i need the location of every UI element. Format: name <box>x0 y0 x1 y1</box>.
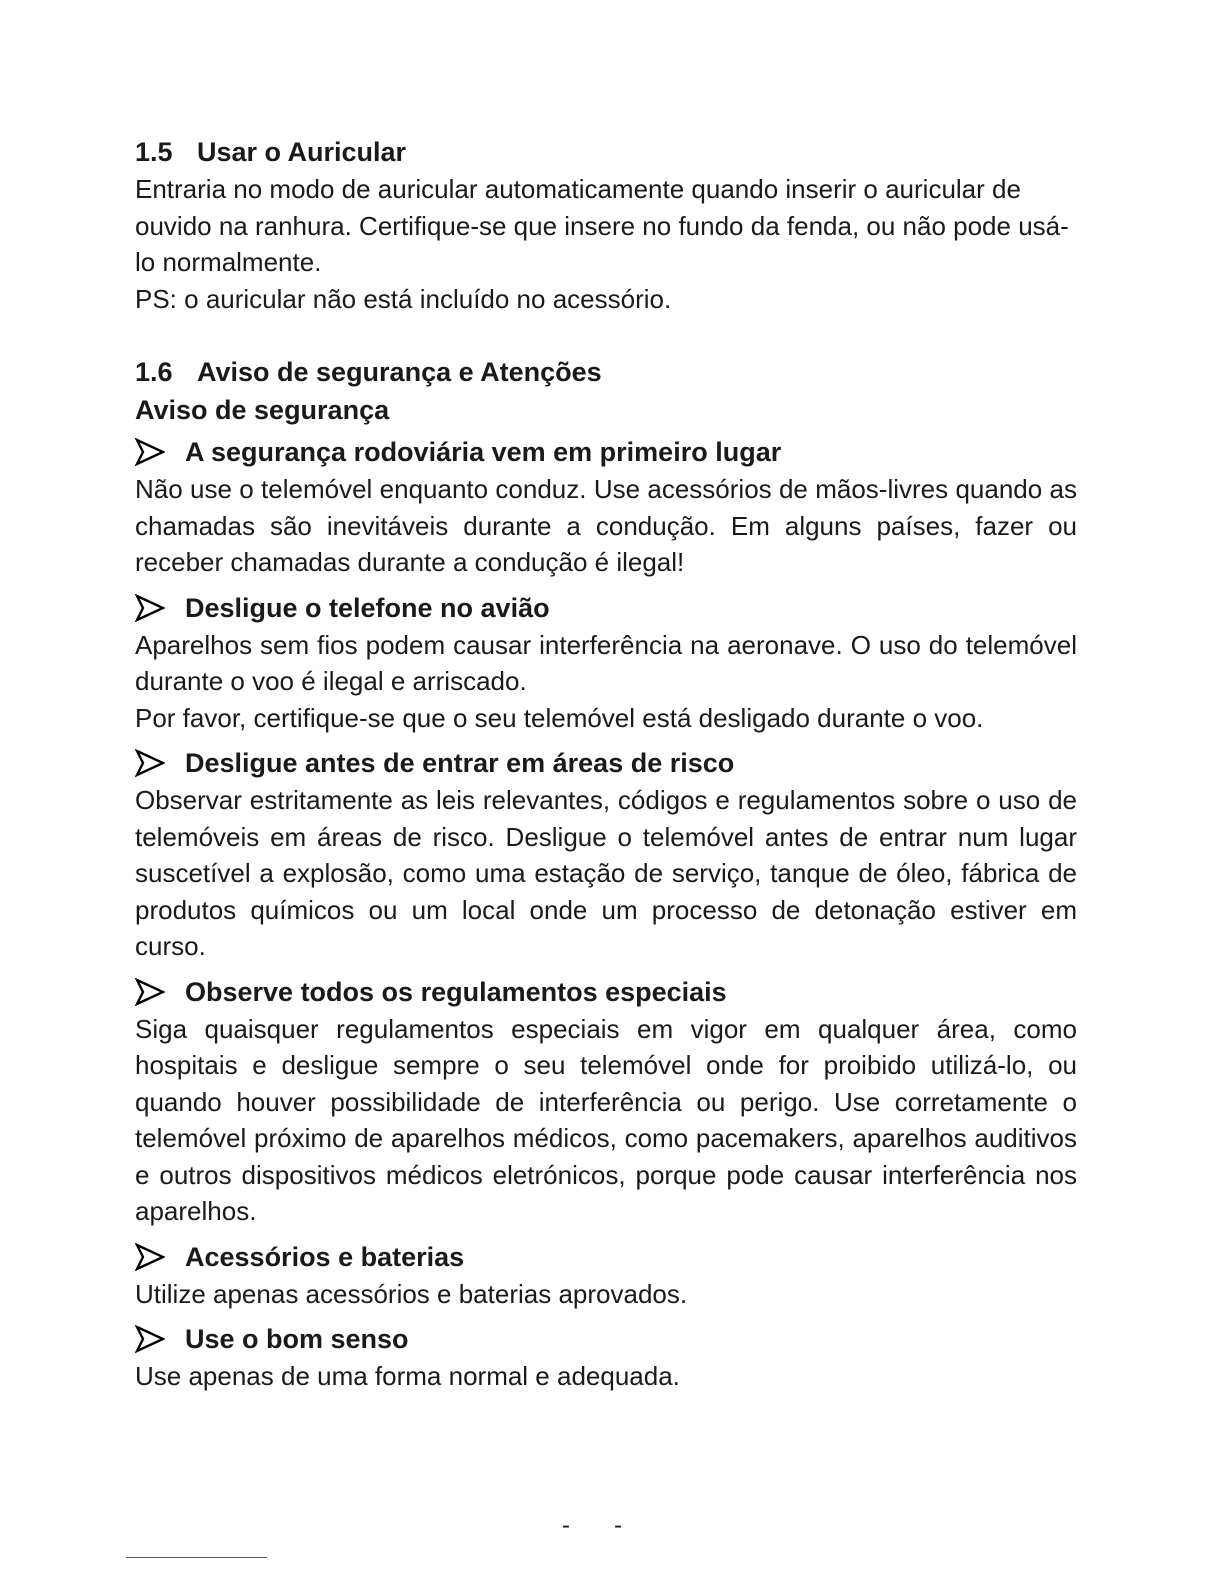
paragraph: Siga quaisquer regulamentos especiais em vigor em qualquer área, como hospitais e desligue sempre o seu telemóvel onde for proibido utilizá-lo, ou quando houver possibilidade de interferência ou perigo. Use corretamente o telemóvel próximo de aparelhos médicos, como pacemakers, aparelhos auditivos e outros dispositivos médicos eletrónicos, porque pode causar interferência nos aparelhos. <box>135 1013 1077 1226</box>
section-number: 1.6 <box>135 357 173 387</box>
bullet-heading-text: Acessórios e baterias <box>185 1241 465 1272</box>
bullet-heading <box>135 589 1077 627</box>
section-heading-1-6 <box>135 353 1077 391</box>
document-page <box>135 133 1077 1395</box>
bullet-heading-text: Observe todos os regulamentos especiais <box>185 976 727 1007</box>
bullet-heading-text: A segurança rodoviária vem em primeiro lugar <box>185 437 782 467</box>
paragraph: Por favor, certifique-se que o seu telemóvel está desligado durante o voo. <box>135 702 984 733</box>
section-title: Aviso de segurança e Atenções <box>197 357 602 387</box>
bullet-heading <box>135 1320 1077 1358</box>
paragraph: Entraria no modo de auricular automaticamente quando inserir o auricular de ouvido na ranhura. Certifique-se que insere no fundo da fenda, ou não pode usá-lo normalmente. <box>135 174 1069 277</box>
arrow-bullet-icon <box>135 749 185 777</box>
footnote-separator <box>126 1557 267 1558</box>
footer-page-dash-left: - <box>562 1512 570 1539</box>
bullet-heading <box>135 1238 1077 1276</box>
footer-page-dash-right: - <box>614 1512 622 1539</box>
paragraph: PS: o auricular não está incluído no acessório. <box>135 283 672 314</box>
section-number: 1.5 <box>135 137 173 167</box>
arrow-bullet-icon <box>135 1325 185 1353</box>
paragraph: Use apenas de uma forma normal e adequada. <box>135 1361 680 1391</box>
paragraph: Aparelhos sem fios podem causar interferência na aeronave. O uso do telemóvel durante o voo é ilegal e arriscado. <box>135 629 1077 696</box>
arrow-bullet-icon <box>135 438 185 466</box>
bullet-heading-text: Desligue o telefone no avião <box>185 592 550 623</box>
section-heading-1-5 <box>135 133 1077 171</box>
bullet-heading <box>135 433 1077 471</box>
arrow-bullet-icon <box>135 978 185 1006</box>
subsection-title: Aviso de segurança <box>135 395 390 425</box>
paragraph: Observar estritamente as leis relevantes, códigos e regulamentos sobre o uso de telemóveis em áreas de risco. Desligue o telemóvel antes de entrar num lugar suscetível a explosão, como uma estação de serviço, tanque de óleo, fábrica de produtos químicos ou um local onde um processo de detonação estiver em curso. <box>135 785 1077 961</box>
paragraph: Não use o telemóvel enquanto conduz. Use acessórios de mãos-livres quando as chamadas são inevitáveis durante a condução. Em alguns países, fazer ou receber chamadas durante a condução é ilegal! <box>135 474 1077 577</box>
bullet-heading-text: Use o bom senso <box>185 1324 409 1354</box>
arrow-bullet-icon <box>135 594 185 622</box>
section-title: Usar o Auricular <box>197 137 407 167</box>
bullet-heading-text: Desligue antes de entrar em áreas de risco <box>185 748 735 778</box>
bullet-heading <box>135 744 1077 782</box>
arrow-bullet-icon <box>135 1243 185 1271</box>
bullet-heading <box>135 973 1077 1011</box>
paragraph: Utilize apenas acessórios e baterias aprovados. <box>135 1278 688 1309</box>
